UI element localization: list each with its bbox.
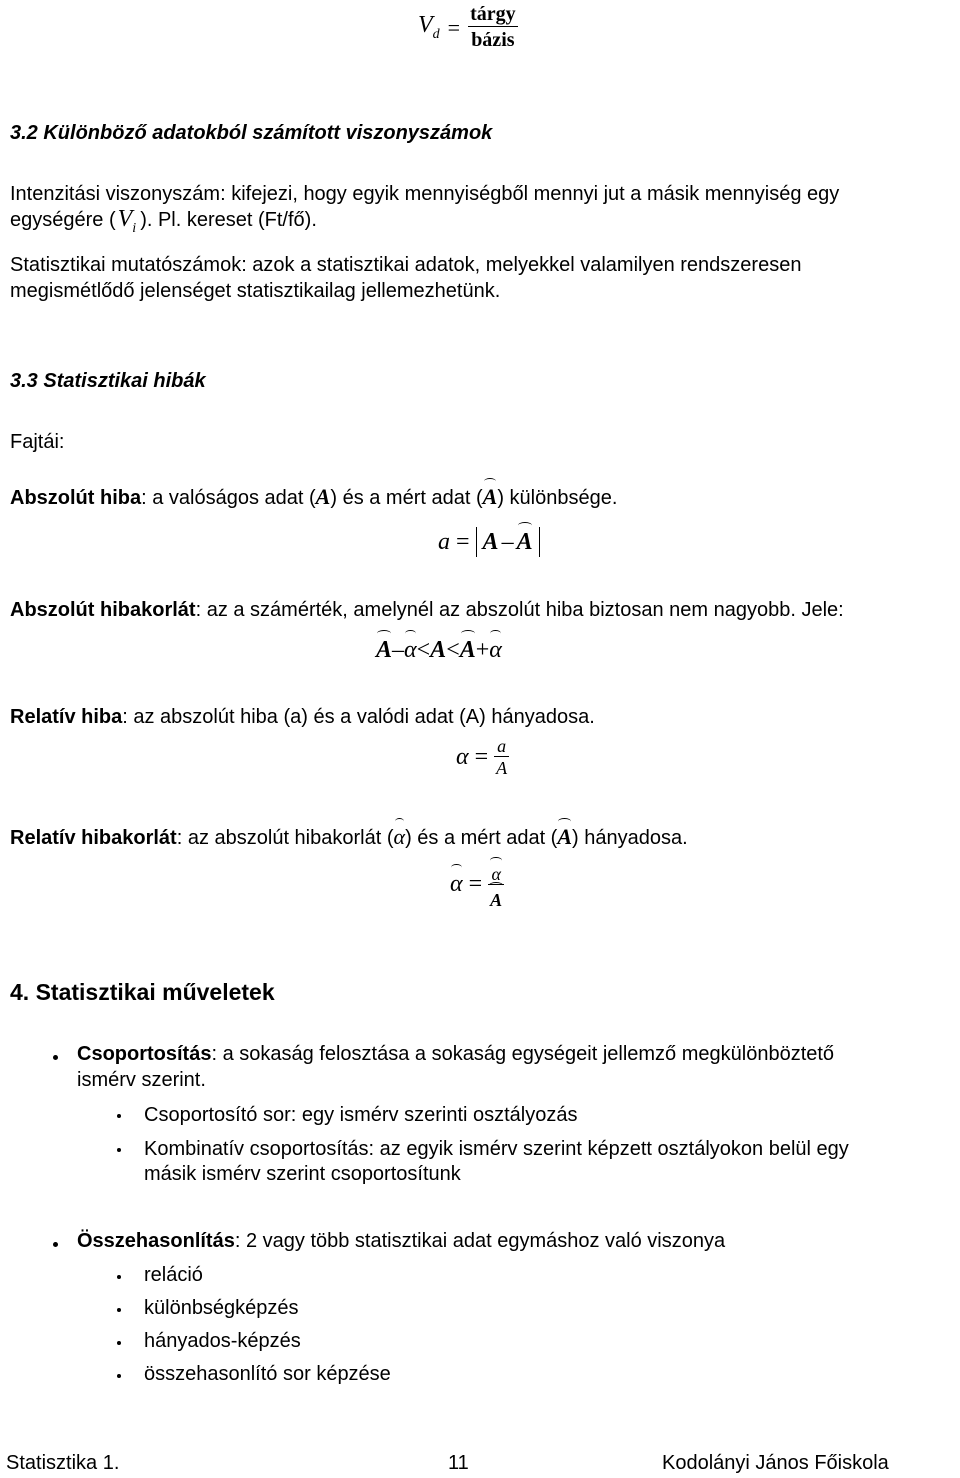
section-title-3-2: 3.2 Különböző adatokból számított viszonyszámok bbox=[10, 122, 493, 144]
comparison-item: reláció bbox=[144, 1264, 203, 1286]
symbol-a-measured: A bbox=[557, 824, 573, 849]
term-absolute-error-limit: Abszolút hibakorlát bbox=[10, 599, 196, 621]
grouping-sub-2-line1: Kombinatív csoportosítás: az egyik ismérv szerint képzett osztályokon belül egy bbox=[144, 1138, 849, 1160]
comparison-item: összehasonlító sor képzése bbox=[144, 1363, 391, 1385]
formula-relative-error: α = $\frac{a}{A}$ bbox=[456, 736, 508, 778]
symbol-a-true: A bbox=[315, 484, 331, 509]
term-relative-error-limit: Relatív hibakorlát bbox=[10, 827, 177, 849]
comparison-line: Összehasonlítás: 2 vagy több statisztikai adat egymáshoz való viszonya bbox=[77, 1230, 726, 1252]
types-label: Fajtái: bbox=[10, 431, 65, 453]
relative-error-definition: Relatív hiba: az abszolút hiba (a) és a valódi adat (A) hányadosa. bbox=[10, 706, 595, 728]
absolute-error-limit-definition: Abszolút hibakorlát: az a számérték, amelynél az abszolút hiba biztosan nem nagyobb. Jele: bbox=[10, 599, 844, 621]
bullet bbox=[53, 1055, 58, 1060]
formula-relative-ratio bbox=[418, 2, 518, 53]
formula-fraction bbox=[468, 2, 518, 53]
fraction-denominator: bázis bbox=[471, 29, 515, 51]
section-title-3-3: 3.3 Statisztikai hibák bbox=[10, 370, 206, 392]
footer-course: Statisztika 1. bbox=[6, 1452, 120, 1474]
grouping-line2: ismérv szerint. bbox=[77, 1069, 206, 1091]
formula-absolute-error-limit: A–α<A<A+α bbox=[376, 637, 502, 663]
intensity-paragraph-line2: egységére ($V_i$ ). Pl. kereset (Ft/fő). bbox=[10, 206, 317, 236]
grouping-sub-2-line2: másik ismérv szerint csoportosítunk bbox=[144, 1163, 461, 1185]
bullet bbox=[117, 1275, 121, 1279]
bullet bbox=[117, 1114, 121, 1118]
formula-symbol: $V_d$ bbox=[418, 12, 440, 42]
stat-indicators-line2: megismétlődő jelenséget statisztikailag jellemezhetünk. bbox=[10, 280, 501, 302]
symbol-a-measured: A bbox=[482, 484, 498, 509]
fraction-numerator: tárgy bbox=[470, 3, 516, 25]
bullet bbox=[117, 1308, 121, 1312]
comparison-item: hányados-képzés bbox=[144, 1330, 301, 1352]
symbol-alpha-hat: α bbox=[393, 824, 406, 849]
stat-indicators-line1: Statisztikai mutatószámok: azok a statisztikai adatok, melyekkel valamilyen rendszeresen bbox=[10, 254, 802, 276]
footer-page-number: 11 bbox=[448, 1452, 469, 1474]
bullet bbox=[53, 1242, 58, 1247]
section-title-4: 4. Statisztikai műveletek bbox=[10, 979, 275, 1005]
absolute-error-definition: Abszolút hiba: a valóságos adat (A) és a mért adat (A) különbsége. bbox=[10, 484, 618, 509]
term-comparison: Összehasonlítás bbox=[77, 1230, 235, 1252]
formula-absolute-error: a = A – A bbox=[438, 527, 540, 557]
term-relative-error: Relatív hiba bbox=[10, 706, 123, 728]
term-grouping: Csoportosítás bbox=[77, 1043, 212, 1065]
bullet bbox=[117, 1148, 121, 1152]
intensity-paragraph-line1: Intenzitási viszonyszám: kifejezi, hogy egyik mennyiségből mennyi jut a másik mennyiség egy bbox=[10, 183, 840, 205]
formula-relative-error-limit: α = $\frac{\alpha}{A}$ bbox=[450, 864, 503, 910]
term-absolute-error: Abszolút hiba bbox=[10, 487, 142, 509]
formula-equals: = bbox=[447, 14, 461, 40]
footer-institution: Kodolányi János Főiskola bbox=[662, 1452, 889, 1474]
bullet bbox=[117, 1374, 121, 1378]
comparison-item: különbségképzés bbox=[144, 1297, 299, 1319]
symbol-vi: $V_i$ bbox=[117, 206, 137, 236]
relative-error-limit-definition: Relatív hibakorlát: az abszolút hibakorlát (α) és a mért adat (A) hányadosa. bbox=[10, 824, 688, 849]
grouping-sub-1: Csoportosító sor: egy ismérv szerinti osztályozás bbox=[144, 1104, 578, 1126]
bullet bbox=[117, 1341, 121, 1345]
grouping-line1: Csoportosítás: a sokaság felosztása a sokaság egységeit jellemző megkülönböztető bbox=[77, 1043, 835, 1065]
